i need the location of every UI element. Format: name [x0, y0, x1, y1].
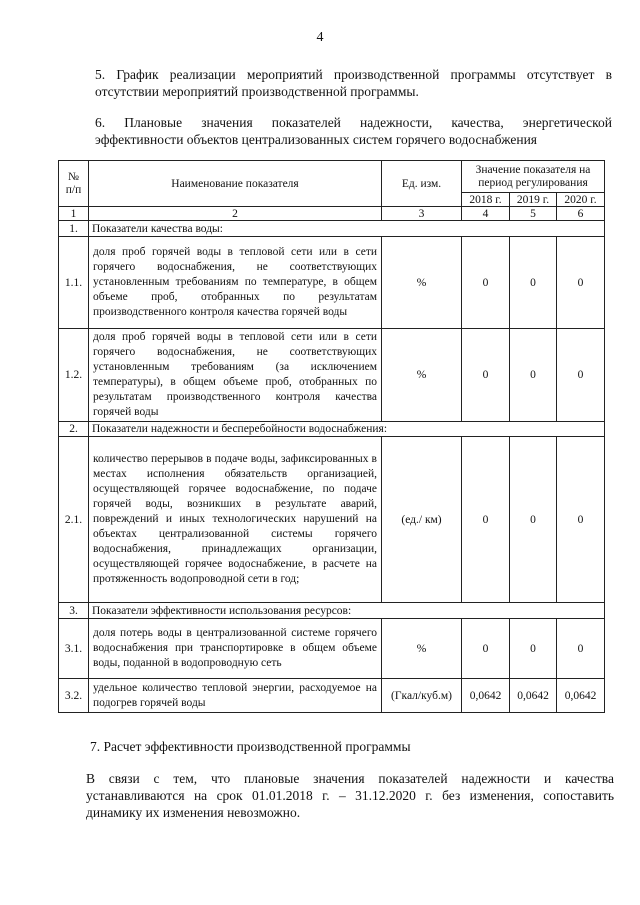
indicator-value: 0 [557, 437, 605, 603]
page-number: 4 [316, 30, 324, 45]
text-line: 6. Плановые значения показателей надежности, качества, энергетической [95, 115, 612, 130]
header-name: Наименование показателя [89, 161, 382, 207]
section-row [59, 422, 605, 437]
text-line: эффективности объектов централизованных систем горячего водоснабжения [95, 132, 537, 147]
text-line: 5. График реализации мероприятий производственной программы отсутствует в [95, 67, 612, 82]
section-7-heading [90, 738, 590, 755]
text-line: устанавливаются на срок 01.01.2018 г. – 31.12.2020 г. без изменения, сопоставить [86, 788, 614, 803]
indicator-value: 0 [557, 619, 605, 679]
table-row [59, 437, 605, 603]
column-number: 2 [89, 207, 382, 221]
indicator-value: 0,0642 [557, 679, 605, 713]
section-number: 2. [59, 422, 89, 437]
indicator-name: количество перерывов в подаче воды, зафиксированных в местах исполнения обязательств организацией, осуществляющей горячее водоснабжение, по подаче горячей воды, возникших в результате аварий, повреждений и иных технологических нарушений на объектах централизованной системы горячего водоснабжения, принадлежащих организации, осуществляющей горячее водоснабжение, в расчете на протяженность водопроводной сети в год; [89, 437, 382, 603]
text-line: отсутствии мероприятий производственной программы. [95, 84, 419, 99]
indicator-name: доля потерь воды в централизованной системе горячего водоснабжения при транспортировке в общем объеме воды, поданной в водопроводную сеть [89, 619, 382, 679]
indicator-value: 0 [510, 437, 557, 603]
indicator-value: 0 [510, 329, 557, 422]
text-line: динамику их изменения невозможно. [86, 805, 301, 820]
row-number: 1.2. [59, 329, 89, 422]
indicator-value: 0 [462, 329, 510, 422]
column-number: 1 [59, 207, 89, 221]
section-title: Показатели эффективности использования ресурсов: [89, 603, 605, 619]
indicator-value: 0 [462, 237, 510, 329]
indicators-table [58, 160, 605, 713]
header-year: 2020 г. [557, 193, 605, 207]
indicator-value: 0 [557, 237, 605, 329]
header-value-group: Значение показателя на период регулирования [462, 161, 605, 193]
indicator-value: 0,0642 [462, 679, 510, 713]
column-number: 5 [510, 207, 557, 221]
indicator-value: 0 [557, 329, 605, 422]
indicator-unit: % [382, 329, 462, 422]
row-number: 1.1. [59, 237, 89, 329]
indicator-value: 0 [510, 237, 557, 329]
table-header-row [59, 161, 605, 193]
indicator-unit: (Гкал/куб.м) [382, 679, 462, 713]
indicator-value: 0,0642 [510, 679, 557, 713]
section-number: 3. [59, 603, 89, 619]
indicator-name: доля проб горячей воды в тепловой сети или в сети горячего водоснабжения, не соответствующих установленным требованиям по температуре, в общем объеме проб, отобранных по результатам производственного контроля качества горячей воды [89, 237, 382, 329]
section-number: 1. [59, 221, 89, 237]
header-unit: Ед. изм. [382, 161, 462, 207]
table-row [59, 619, 605, 679]
indicator-value: 0 [510, 619, 557, 679]
text-line: 7. Расчет эффективности производственной программы [90, 739, 411, 754]
indicator-unit: % [382, 619, 462, 679]
row-number: 3.1. [59, 619, 89, 679]
section-title: Показатели качества воды: [89, 221, 605, 237]
indicator-value: 0 [462, 619, 510, 679]
indicator-value: 0 [462, 437, 510, 603]
indicator-name: доля проб горячей воды в тепловой сети или в сети горячего водоснабжения, не соответствующих установленным требованиям (за исключением температуры), в общем объеме проб, отобранных по результатам производственного контроля качества горячей воды [89, 329, 382, 422]
section-8-paragraph [86, 770, 614, 821]
section-title: Показатели надежности и бесперебойности водоснабжения: [89, 422, 605, 437]
header-num: № п/п [59, 161, 89, 207]
section-row [59, 603, 605, 619]
column-number: 3 [382, 207, 462, 221]
text-line: В связи с тем, что плановые значения показателей надежности и качества [86, 771, 614, 786]
section-row [59, 221, 605, 237]
header-year: 2019 г. [510, 193, 557, 207]
table-row [59, 237, 605, 329]
section-5-paragraph [95, 66, 612, 100]
table-row [59, 679, 605, 713]
column-number: 4 [462, 207, 510, 221]
row-number: 3.2. [59, 679, 89, 713]
section-6-heading [95, 114, 612, 148]
indicator-name: удельное количество тепловой энергии, расходуемое на подогрев горячей воды [89, 679, 382, 713]
indicator-unit: (ед./ км) [382, 437, 462, 603]
table-row [59, 329, 605, 422]
header-year: 2018 г. [462, 193, 510, 207]
row-number: 2.1. [59, 437, 89, 603]
column-number: 6 [557, 207, 605, 221]
indicator-unit: % [382, 237, 462, 329]
column-number-row [59, 207, 605, 221]
